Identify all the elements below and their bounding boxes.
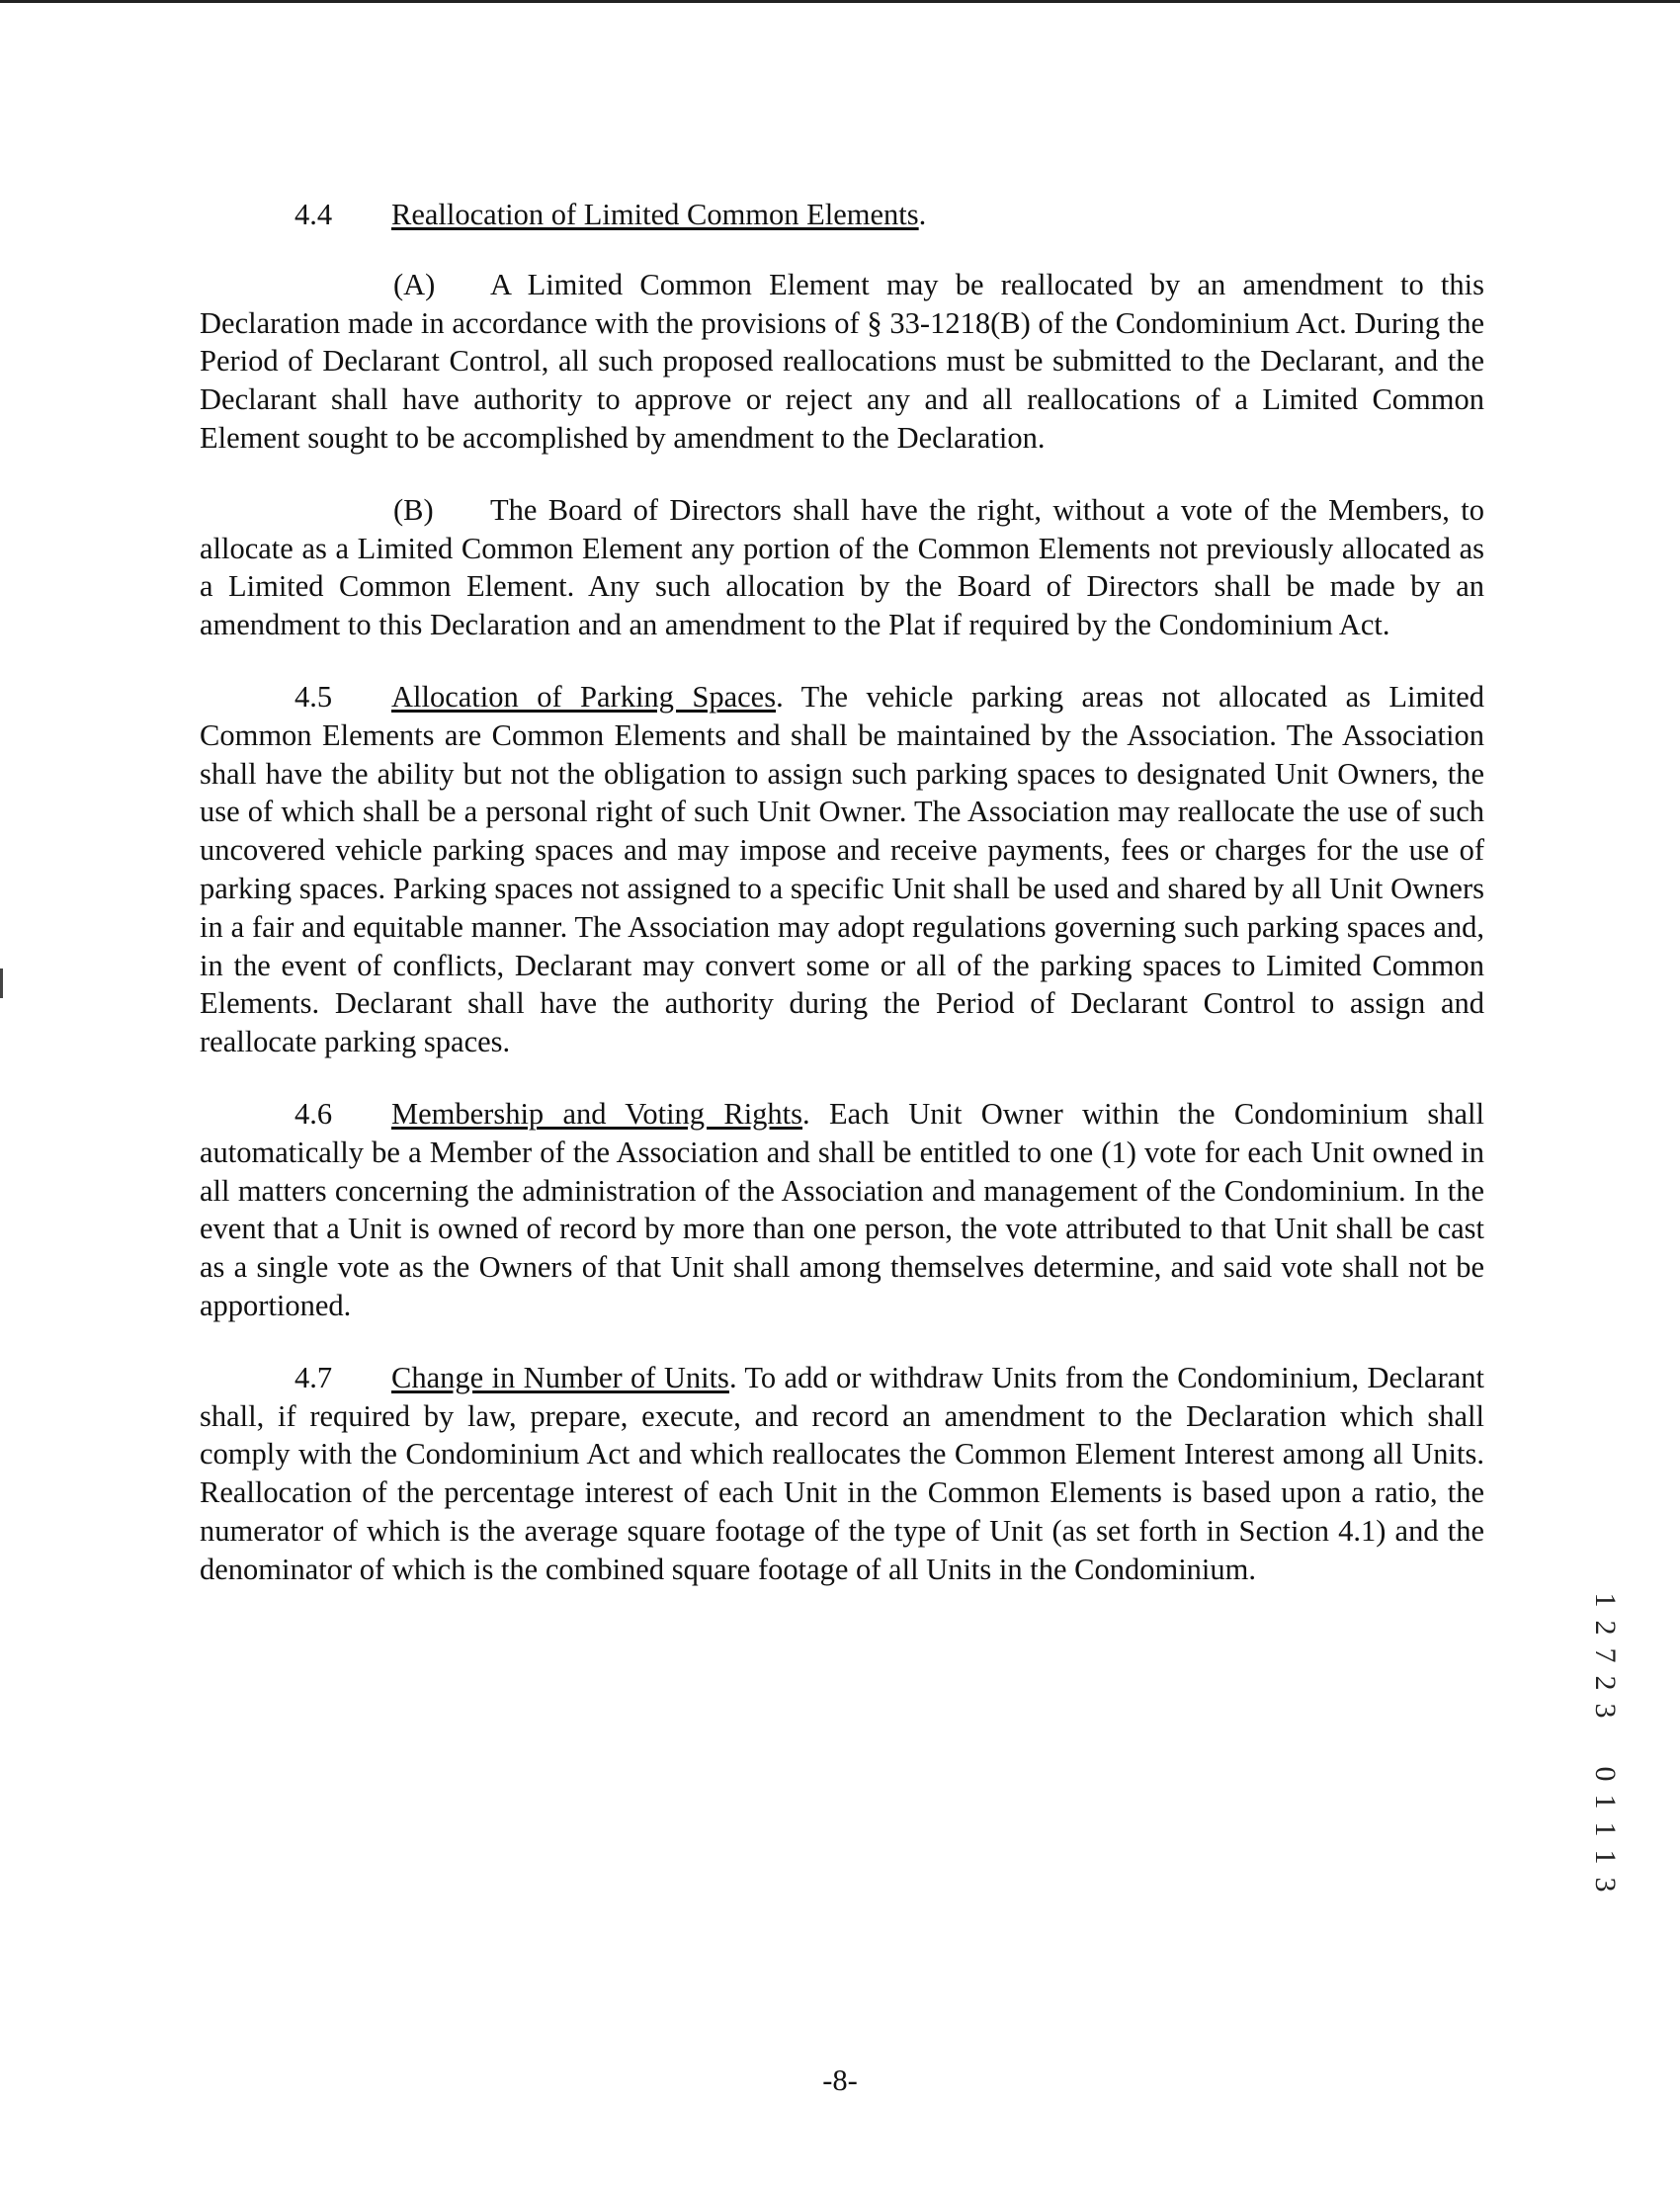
- section-title: Change in Number of Units: [391, 1360, 729, 1394]
- section-number: 4.6: [294, 1096, 333, 1131]
- recording-digit: 3: [1589, 1877, 1622, 1893]
- recording-digit: 1: [1589, 1849, 1622, 1865]
- section-4-4-b-paragraph: [200, 491, 1484, 644]
- section-title: Membership and Voting Rights: [391, 1096, 803, 1131]
- section-4-4-a-paragraph: [200, 266, 1484, 458]
- section-4-6-paragraph: [200, 1095, 1484, 1325]
- recording-digit: 2: [1589, 1675, 1622, 1691]
- recording-number-gap: [1593, 1725, 1617, 1760]
- recording-digit: 7: [1589, 1647, 1622, 1663]
- section-body: . Each Unit Owner within the Condominium shall automatically be a Member of the Association and shall be entitled to one (1) vote for each Unit owned in all matters concerning the administration of the Association and management of the Condominium. In the event that a Unit is owned of record by more than one person, the vote attributed to that Unit shall be cast as a single vote as the Owners of that Unit shall among themselves determine, and said vote shall not be apportioned.: [200, 1096, 1485, 1322]
- section-4-7-paragraph: [200, 1359, 1484, 1589]
- recording-digit: 2: [1589, 1620, 1622, 1636]
- subsection-text: The Board of Directors shall have the right, without a vote of the Members, to allocate as a Limited Common Element any portion of the Common Elements not previously allocated as a Limited Common Element. Any such allocation by the Board of Directors shall be made by an amendment to this Declaration and an amendment to the Plat if required by the Condominium Act.: [200, 492, 1484, 642]
- subsection-text: A Limited Common Element may be reallocated by an amendment to this Declaration made in accordance with the provisions of § 33-1218(B) of the Condominium Act. During the Period of Declarant Control, all such proposed reallocations must be submitted to the Declarant, and the Declarant shall have authority to approve or reject any and all reallocations of a Limited Common Element sought to be accomplished by amendment to the Declaration.: [200, 267, 1484, 455]
- recording-digit: 1: [1589, 1821, 1622, 1837]
- section-title: Reallocation of Limited Common Elements: [391, 198, 919, 231]
- section-number: 4.4: [294, 198, 333, 231]
- recording-digit: 1: [1589, 1592, 1622, 1608]
- section-4-5-paragraph: [200, 678, 1484, 1061]
- section-body: . To add or withdraw Units from the Condominium, Declarant shall, if required by law, prepare, execute, and record an amendment to the Declaration which shall comply with the Condominium Act and which reallocates the Common Element Interest among all Units. Reallocation of the percentage interest of each Unit in the Common Elements is based upon a ratio, the numerator of which is the average square footage of the type of Unit (as set forth in Section 4.1) and the denominator of which is the combined square footage of all Units in the Condominium.: [200, 1360, 1485, 1586]
- page-number: -8-: [822, 2063, 858, 2097]
- recording-digit: 1: [1589, 1794, 1622, 1809]
- left-edge-mark: [0, 968, 3, 998]
- section-4-4-heading: [200, 196, 1484, 234]
- section-title-suffix: .: [918, 198, 927, 231]
- section-number: 4.7: [294, 1360, 333, 1394]
- section-body: . The vehicle parking areas not allocated as Limited Common Elements are Common Elements and shall be maintained by the Association. The Association shall have the ability but not the obligation to assign such parking spaces to designated Unit Owners, the use of which shall be a personal right of such Unit Owner. The Association may reallocate the use of such uncovered vehicle parking spaces and may impose and receive payments, fees or charges for the use of parking spaces. Parking spaces not assigned to a specific Unit shall be used and shared by all Unit Owners in a fair and equitable manner. The Association may adopt regulations governing such parking spaces and, in the event of conflicts, Declarant may convert some or all of the parking spaces to Limited Common Elements. Declarant shall have the authority during the Period of Declarant Control to assign and reallocate parking spaces.: [200, 679, 1484, 1059]
- recording-number-vertical: [1589, 1586, 1622, 1898]
- section-number: 4.5: [294, 679, 333, 714]
- top-border-rule: [0, 0, 1680, 3]
- section-title: Allocation of Parking Spaces: [391, 679, 777, 714]
- subsection-label: (B): [393, 492, 434, 527]
- subsection-label: (A): [393, 267, 436, 301]
- recording-digit: 0: [1589, 1766, 1622, 1782]
- document-body: [200, 196, 1484, 1623]
- recording-digit: 3: [1589, 1703, 1622, 1719]
